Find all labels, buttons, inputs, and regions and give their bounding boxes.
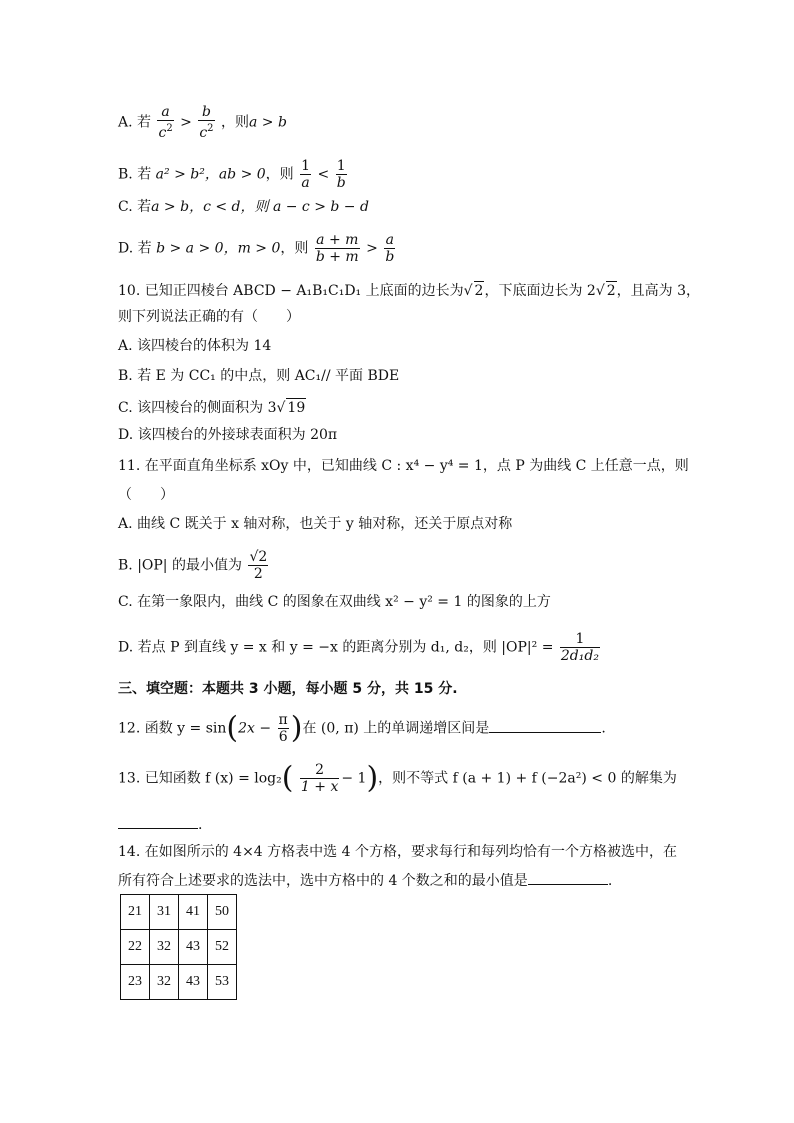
table-cell: 31 [150, 895, 179, 930]
number-grid [120, 894, 237, 1000]
q9-option-a: A. 若 $\frac{a}{c^2}$ > $\frac{b}{c^2}$ ，则a > b [118, 104, 287, 141]
fraction: $\frac{2}{1 + x}$ [300, 762, 339, 795]
answer-blank[interactable] [118, 814, 198, 829]
answer-blank[interactable] [489, 718, 601, 733]
table-row [121, 930, 237, 965]
table-cell: 41 [179, 895, 208, 930]
fraction: $\frac{\pi}{6}$ [278, 712, 288, 745]
table-cell: 50 [208, 895, 237, 930]
fraction: $\frac{1}{a}$ [301, 158, 311, 191]
q12: 12. 函数 y = sin(2x − $\frac{\pi}{6}$ )在 (0, π) 上的单调递增区间是 . [118, 710, 606, 746]
q13: 13. 已知函数 f (x) = log₂( $\frac{2}{1 + x}$ − 1)，则不等式 f (a + 1) + f (−2a²) < 0 的解集为 [118, 760, 677, 796]
q10-stem: 10. 已知正四棱台 ABCD − A₁B₁C₁D₁ 上底面的边长为√ 2，下底面边长为 2√ 2，且高为 3， [118, 283, 701, 299]
q10-option-c: C. 该四棱台的侧面积为 3√ 19 [118, 400, 306, 416]
table-cell: 21 [121, 895, 150, 930]
q10-stem-cont: 则下列说法正确的有（ ） [118, 309, 300, 325]
q10-option-a: A. 该四棱台的体积为 14 [118, 338, 272, 354]
table-cell: 52 [208, 930, 237, 965]
q11-option-d: D. 若点 P 到直线 y = x 和 y = −x 的距离分别为 d₁, d₂，则 |OP|² = $\frac{1}{\text{2d₁d₂}}$ [118, 631, 599, 664]
q13-answer: . [118, 814, 202, 834]
table-cell: 43 [179, 930, 208, 965]
q9-option-b: B. 若 a² > b²，ab > 0，则 $\frac{1}{a}$ < $\frac{1}{b}$ [118, 158, 346, 191]
section-heading: 三、填空题：本题共 3 小题，每小题 5 分，共 15 分. [118, 681, 458, 697]
answer-blank[interactable] [528, 870, 608, 885]
fraction: $\frac{a}{b}$ [385, 232, 395, 265]
q11-option-c: C. 在第一象限内，曲线 C 的图象在双曲线 x² − y² = 1 的图象的上方 [118, 594, 551, 610]
fraction: $\frac{√2}{2}$ [249, 549, 268, 582]
table-cell: 32 [150, 965, 179, 1000]
table-cell: 43 [179, 965, 208, 1000]
fraction: $\frac{a}{c^2}$ [158, 104, 173, 141]
table-row [121, 895, 237, 930]
fraction: $\frac{b}{c^2}$ [199, 104, 214, 141]
q11-stem-cont: （ ） [118, 487, 174, 503]
q14-line1: 14. 在如图所示的 4×4 方格表中选 4 个方格，要求每行和每列均恰有一个方格被选中，在 [118, 844, 677, 860]
table-cell: 32 [150, 930, 179, 965]
table-row [121, 965, 237, 1000]
q10-option-b: B. 若 E 为 CC₁ 的中点，则 AC₁// 平面 BDE [118, 368, 400, 384]
q10-option-d: D. 该四棱台的外接球表面积为 20π [118, 427, 338, 443]
fraction: $\frac{1}{b}$ [336, 158, 346, 191]
q11-option-b: B. |OP| 的最小值为 $\frac{√2}{2}$ [118, 549, 268, 582]
fraction: $\frac{a + m}{b + m}$ [315, 232, 359, 265]
table-cell: 23 [121, 965, 150, 1000]
option-label: A. 若 [118, 114, 152, 131]
q14-line2: 所有符合上述要求的选法中，选中方格中的 4 个数之和的最小值是 . [118, 870, 612, 890]
q9-option-d: D. 若 b > a > 0，m > 0，则 $\frac{a + m}{b + m}$ > $\frac{a}{b}$ [118, 232, 395, 265]
fraction: $\frac{1}{\text{2d₁d₂}}$ [560, 631, 599, 664]
q11-option-a: A. 曲线 C 既关于 x 轴对称，也关于 y 轴对称，还关于原点对称 [118, 516, 513, 532]
q9-option-c: C. 若a > b，c < d，则 a − c > b − d [118, 199, 369, 215]
q11-stem: 11. 在平面直角坐标系 xOy 中，已知曲线 C : x⁴ − y⁴ = 1，点 P 为曲线 C 上任意一点，则 [118, 458, 689, 474]
table-cell: 22 [121, 930, 150, 965]
table-cell: 53 [208, 965, 237, 1000]
